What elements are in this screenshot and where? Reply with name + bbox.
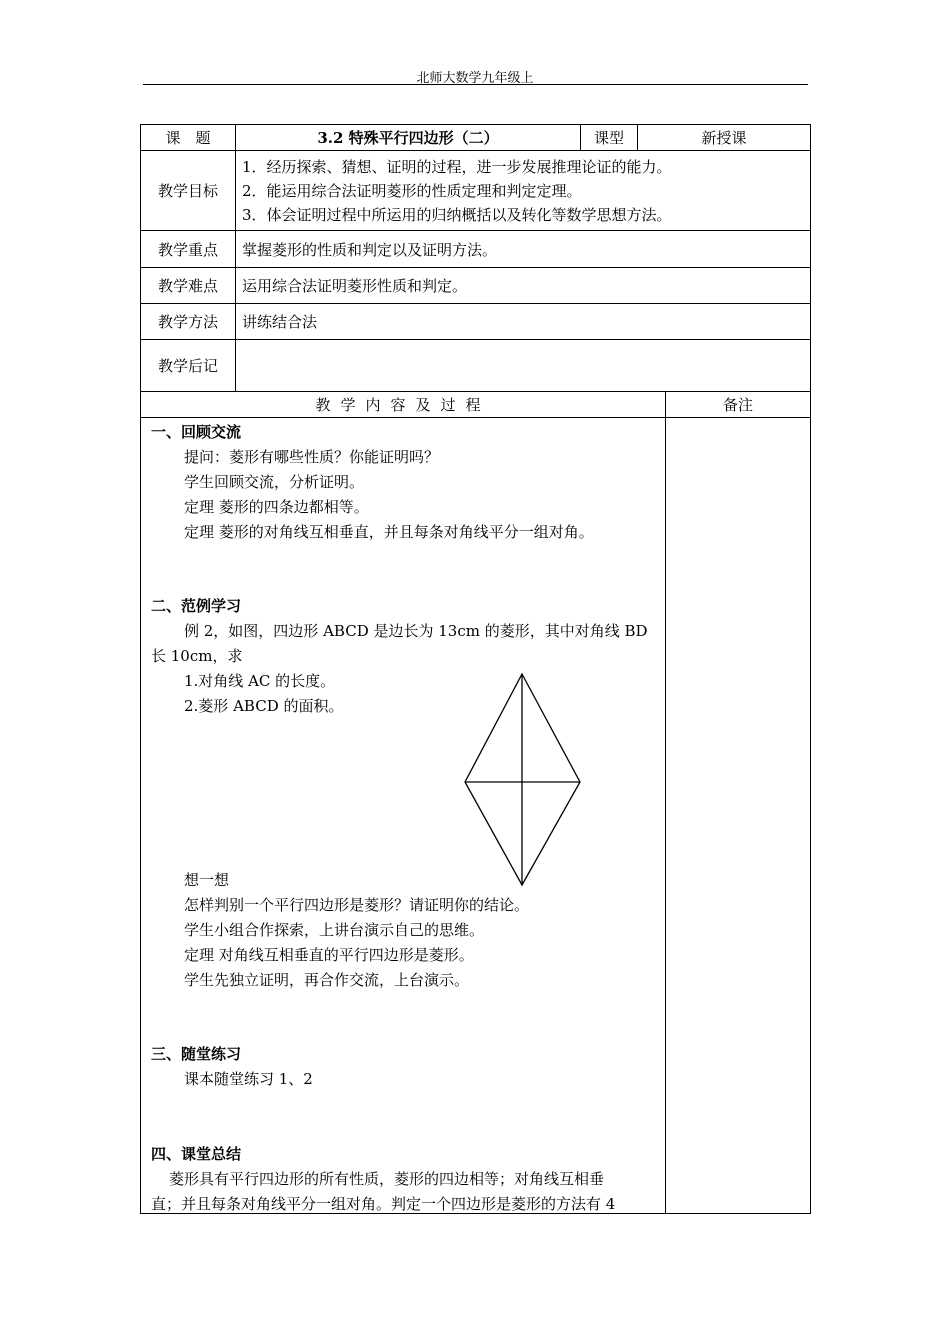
example-question: 1.对角线 AC 的长度。 [184, 672, 336, 690]
summary-line: 菱形具有平行四边形的所有性质，菱形的四边相等；对角线互相垂 [169, 1170, 605, 1188]
process-content [141, 418, 666, 1214]
think-title: 想一想 [184, 871, 230, 889]
process-table [140, 391, 811, 1214]
summary-line: 直；并且每条对角线平分一组对角。判定一个四边形是菱形的方法有 4 [151, 1195, 616, 1213]
process-header: 教学内容及过程 [141, 392, 666, 418]
objective-item: 2．能运用综合法证明菱形的性质定理和判定定理。 [242, 181, 582, 200]
objectives-label: 教学目标 [141, 151, 236, 231]
type-label: 课型 [581, 125, 638, 151]
topic-value: 3.2 特殊平行四边形（二） [236, 125, 581, 151]
review-line: 定理 菱形的四条边都相等。 [184, 498, 369, 516]
example-text: 例 2，如图，四边形 ABCD 是边长为 13cm 的菱形，其中对角线 BD [184, 622, 648, 640]
practice-line: 课本随堂练习 1、2 [184, 1070, 313, 1088]
lesson-meta-table [140, 124, 811, 392]
objective-item: 3．体会证明过程中所运用的归纳概括以及转化等数学思想方法。 [242, 205, 672, 224]
key-point-label: 教学重点 [141, 231, 236, 268]
think-line: 学生小组合作探索，上讲台演示自己的思维。 [184, 921, 485, 939]
objective-item: 1．经历探索、猜想、证明的过程，进一步发展推理论证的能力。 [242, 157, 672, 176]
key-point-value: 掌握菱形的性质和判定以及证明方法。 [236, 231, 811, 268]
method-value: 讲练结合法 [236, 304, 811, 340]
example-question: 2.菱形 ABCD 的面积。 [184, 697, 344, 715]
notes-label: 教学后记 [141, 340, 236, 392]
method-label: 教学方法 [141, 304, 236, 340]
think-line: 学生先独立证明，再合作交流，上台演示。 [184, 971, 470, 989]
section-title: 一、回顾交流 [151, 423, 242, 441]
review-line: 定理 菱形的对角线互相垂直，并且每条对角线平分一组对角。 [184, 523, 594, 541]
remarks-column [666, 418, 811, 1214]
review-line: 提问：菱形有哪些性质？你能证明吗？ [184, 448, 440, 466]
objectives-cell [236, 151, 811, 231]
section-title: 四、课堂总结 [151, 1145, 242, 1163]
difficulty-value: 运用综合法证明菱形性质和判定。 [236, 268, 811, 304]
header-divider [143, 84, 808, 85]
notes-value [236, 340, 811, 392]
think-line: 定理 对角线互相垂直的平行四边形是菱形。 [184, 946, 474, 964]
type-value: 新授课 [638, 125, 811, 151]
remarks-header: 备注 [666, 392, 811, 418]
difficulty-label: 教学难点 [141, 268, 236, 304]
section-title: 三、随堂练习 [151, 1045, 242, 1063]
review-line: 学生回顾交流，分析证明。 [184, 473, 365, 491]
topic-label: 课 题 [141, 125, 236, 151]
rhombus-diagram [463, 672, 583, 888]
section-title: 二、范例学习 [151, 597, 242, 615]
page-header-title: 北师大数学九年级上 [416, 71, 534, 86]
example-text: 长 10cm，求 [151, 647, 243, 665]
think-line: 怎样判别一个平行四边形是菱形？请证明你的结论。 [184, 896, 530, 914]
